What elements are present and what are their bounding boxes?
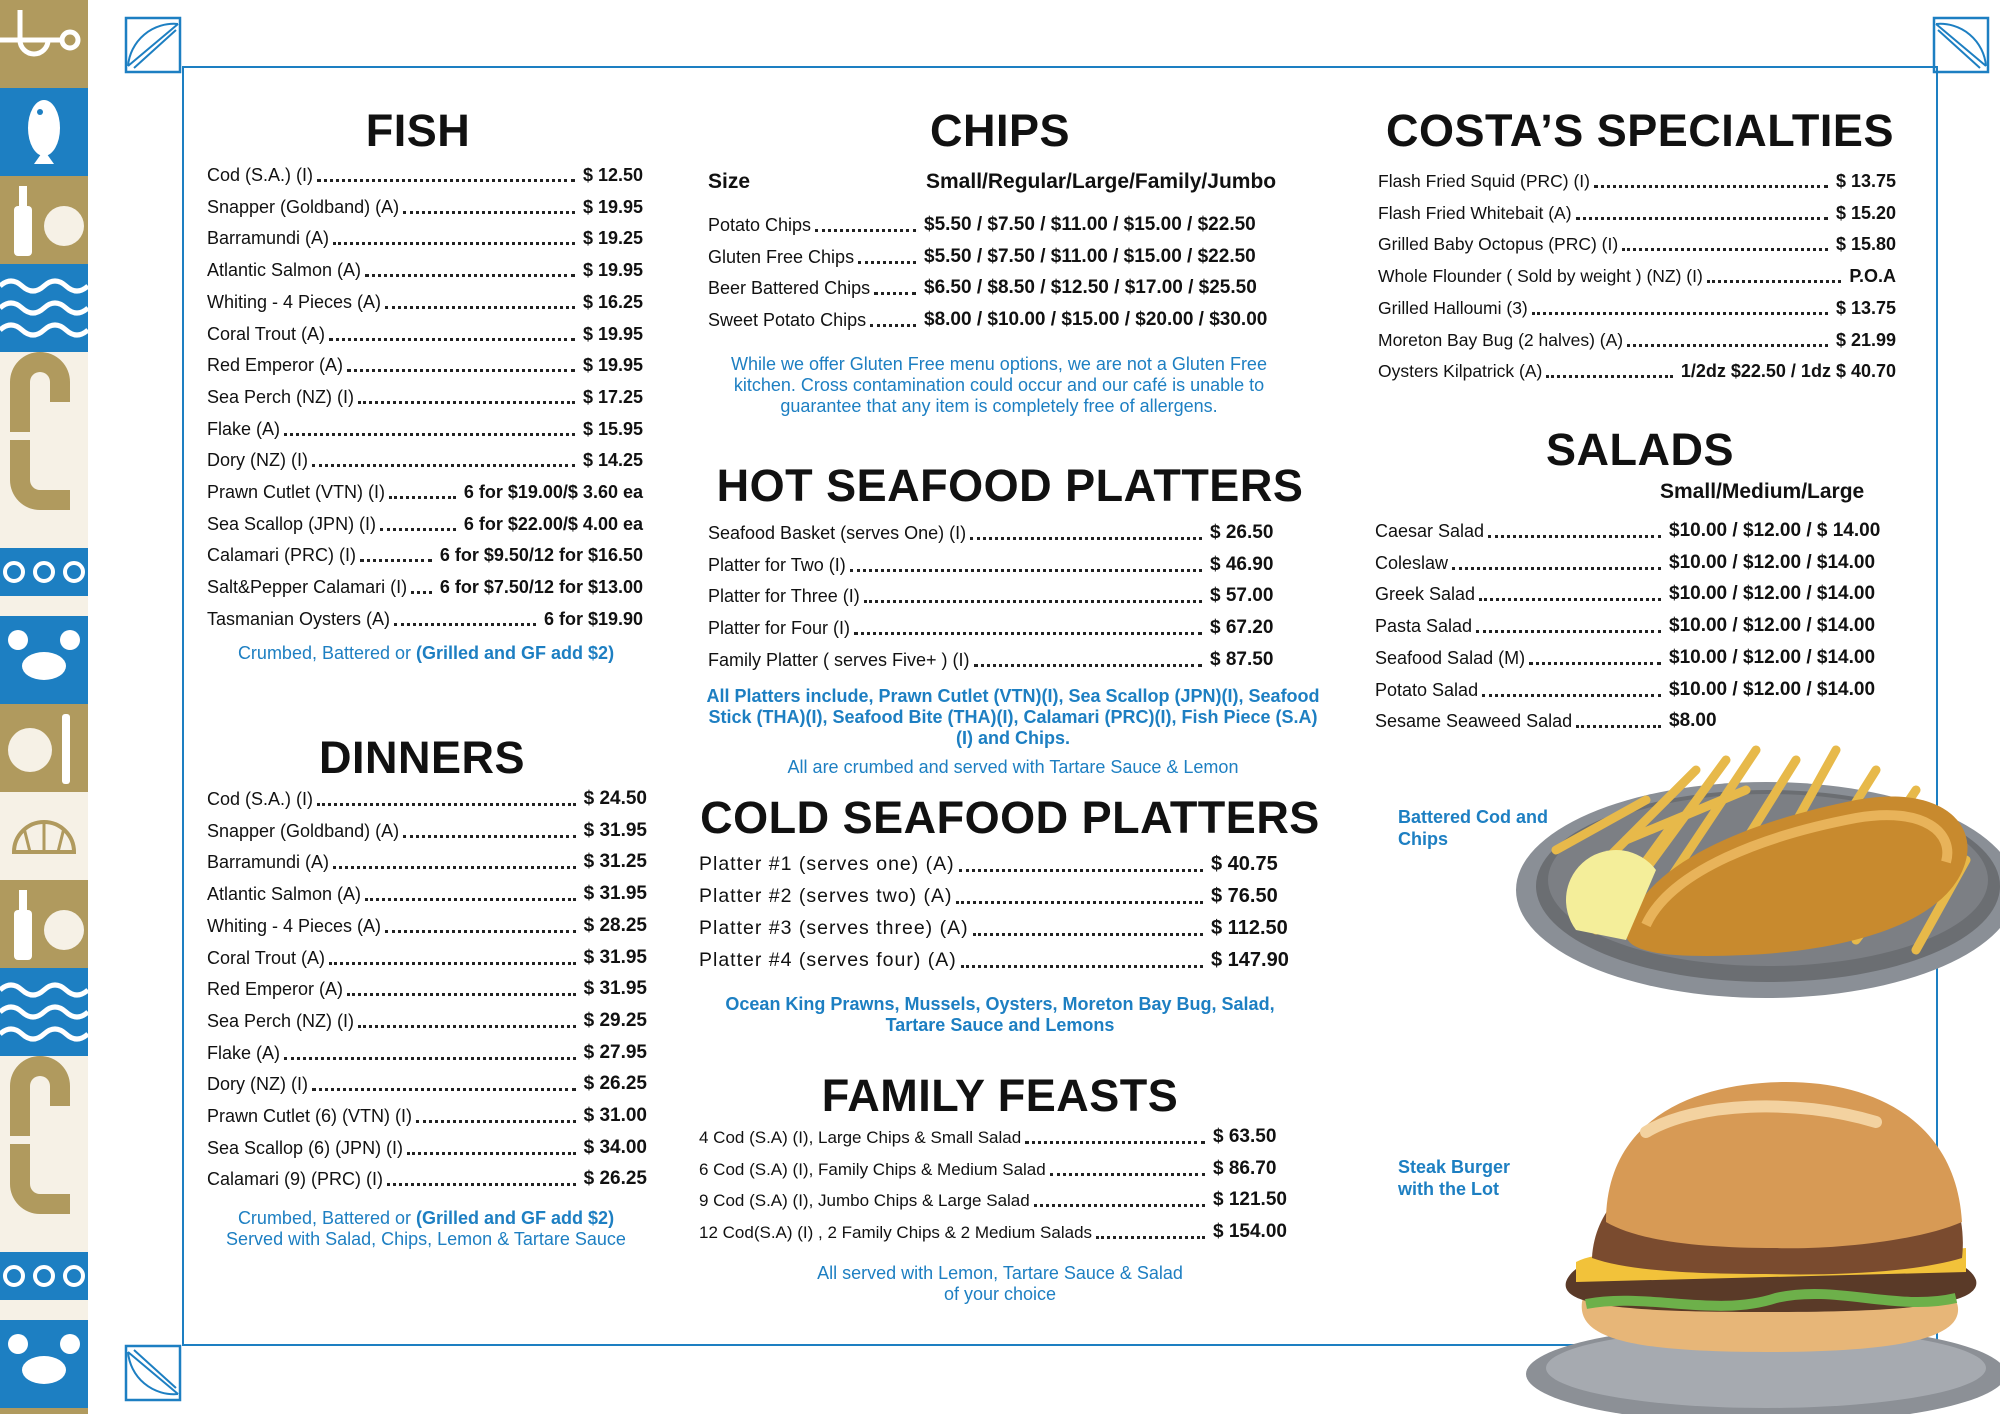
leader-dots [874, 292, 916, 295]
leader-dots [850, 569, 1202, 572]
item-price: $ 15.80 [1835, 234, 1896, 255]
item-name: Platter for Two (I) [708, 554, 846, 575]
cold-platters-note: Ocean King Prawns, Mussels, Oysters, Moreton Bay Bug, Salad, Tartare Sauce and Lemons [725, 994, 1275, 1035]
dinners-row [207, 818, 647, 842]
hot-row [708, 615, 1296, 639]
item-name: Flash Fried Squid (PRC) (I) [1378, 171, 1590, 191]
item-name: Gluten Free Chips [708, 246, 855, 267]
leader-dots [411, 591, 432, 594]
item-name: Caesar Salad [1375, 521, 1485, 541]
item-name: Whiting - 4 Pieces (A) [207, 291, 382, 312]
item-price: 6 for $7.50/12 for $13.00 [439, 577, 643, 598]
cold-platters-title: COLD SEAFOOD PLATTERS [700, 792, 1320, 843]
item-price: $ 26.25 [583, 1168, 647, 1190]
item-name: Sea Scallop (JPN) (I) [207, 513, 377, 534]
leader-dots [1622, 248, 1828, 251]
hot-row [708, 520, 1296, 544]
leader-dots [974, 664, 1202, 667]
item-price: $6.50 / $8.50 / $12.50 / $17.00 / $25.50 [924, 277, 1257, 299]
specialties-title: COSTA’S SPECIALTIES [1386, 105, 1894, 156]
leader-dots [1576, 725, 1661, 728]
item-price: $ 31.25 [583, 851, 647, 873]
item-price: 6 for $9.50/12 for $16.50 [439, 545, 643, 566]
item-price: $ 19.25 [582, 228, 643, 249]
item-name: Cod (S.A.) (I) [207, 789, 314, 809]
item-price: $ 19.95 [582, 323, 643, 344]
hot-platters-note: All Platters include, Prawn Cutlet (VTN)(I), Sea Scallop (JPN)(I), Seafood Stick (THA)(I), Seafood Bite (THA)(I), Calamari (PRC)(I), Fish Piece (S.A)(I) and Chips. [706, 686, 1320, 748]
item-name: Barramundi (A) [207, 228, 330, 249]
item-price: $ 21.99 [1835, 329, 1896, 350]
family-feasts-note: All served with Lemon, Tartare Sauce & Salad of your choice [817, 1263, 1183, 1304]
spec-row [1378, 358, 1896, 382]
item-name: Moreton Bay Bug (2 halves) (A) [1378, 329, 1624, 350]
item-price: $ 31.95 [583, 978, 647, 1000]
waves-icon [0, 968, 88, 1056]
spec-row [1378, 327, 1896, 351]
item-price: 6 for $19.00/$ 3.60 ea [463, 482, 643, 502]
spec-row [1378, 231, 1896, 255]
item-price: $ 24.50 [583, 788, 647, 809]
fish-row [207, 606, 643, 630]
item-name: Tasmanian Oysters (A) [207, 608, 391, 629]
leader-dots [403, 211, 575, 214]
salad-row [1375, 518, 1895, 542]
leader-dots [973, 933, 1203, 936]
leader-dots [380, 528, 456, 531]
leader-dots [329, 962, 576, 965]
item-price: $ 15.95 [582, 418, 643, 439]
item-name: 4 Cod (S.A) (I), Large Chips & Small Salad [699, 1128, 1022, 1147]
spec-row [1378, 200, 1896, 224]
fish-note [196, 643, 656, 664]
dinners-row [207, 849, 647, 873]
steak-burger-image [1496, 1072, 2000, 1414]
item-price: $ 19.95 [582, 355, 643, 376]
leader-dots [1476, 630, 1661, 633]
dinners-row [207, 976, 647, 1000]
leader-dots [1025, 1141, 1205, 1144]
item-price: $ 57.00 [1210, 585, 1274, 607]
frame-line-top [182, 66, 1938, 68]
hot-row [708, 583, 1296, 607]
shell-icon [0, 792, 88, 880]
leader-dots [385, 930, 576, 933]
hot-row [708, 552, 1296, 576]
item-price: $ 26.25 [583, 1073, 647, 1095]
item-price: $ 63.50 [1213, 1126, 1277, 1147]
item-price: $ 154.00 [1213, 1221, 1287, 1243]
item-name: Salt&Pepper Calamari (I) [207, 577, 408, 598]
item-name: Snapper (Goldband) (A) [207, 196, 400, 217]
item-name: Platter #1 (serves one) (A) [699, 853, 955, 875]
item-price: $ 34.00 [583, 1136, 647, 1158]
leader-dots [1096, 1236, 1205, 1239]
item-name: Potato Salad [1375, 679, 1479, 700]
item-price: $8.00 [1669, 710, 1717, 732]
item-price: $ 12.50 [582, 165, 643, 185]
fish-note-bold: (Grilled and GF add $2) [416, 643, 615, 663]
leader-dots [389, 496, 456, 499]
fish-title: FISH [365, 105, 471, 156]
chips-row [708, 307, 1304, 331]
leader-dots [387, 1183, 576, 1186]
cold-row [699, 852, 1299, 876]
item-name: Grilled Baby Octopus (PRC) (I) [1378, 234, 1619, 255]
item-price: $ 14.25 [582, 450, 643, 471]
fish-row [207, 479, 643, 503]
leader-dots [360, 559, 432, 562]
item-name: Coleslaw [1375, 552, 1449, 573]
burger-caption: Steak Burger with the Lot [1398, 1157, 1511, 1199]
leader-dots [333, 866, 576, 869]
salad-row [1375, 581, 1895, 605]
shrimp-icon [0, 1144, 88, 1232]
hook-icon [0, 0, 88, 88]
fish-row [207, 352, 643, 376]
item-name: Beer Battered Chips [708, 278, 871, 299]
dinners-row [207, 1135, 647, 1159]
frame-line-left [182, 66, 184, 1346]
item-price: $ 67.20 [1210, 617, 1274, 639]
leader-dots [864, 600, 1202, 603]
item-name: Calamari (9) (PRC) (I) [207, 1169, 384, 1190]
fish-row [207, 289, 643, 313]
feast-row [699, 1124, 1299, 1148]
leader-dots [1482, 694, 1661, 697]
hot-row [708, 647, 1296, 671]
item-price: $ 13.75 [1835, 297, 1896, 318]
shell-corner-icon [124, 1344, 182, 1402]
item-name: Sea Perch (NZ) (I) [207, 386, 355, 407]
salad-row [1375, 613, 1895, 637]
cold-row [699, 916, 1299, 940]
item-price: P.O.A [1849, 266, 1896, 287]
item-name: Sweet Potato Chips [708, 310, 867, 331]
dinners-row [207, 945, 647, 969]
item-price: $5.50 / $7.50 / $11.00 / $15.00 / $22.50 [924, 214, 1256, 235]
item-name: 12 Cod(S.A) (I) , 2 Family Chips & 2 Medium Salads [699, 1223, 1093, 1243]
leader-dots [1532, 312, 1828, 315]
leader-dots [284, 1057, 576, 1060]
dinners-note-bold: (Grilled and GF add $2) [416, 1208, 615, 1228]
chips-size-values: Small/Regular/Large/Family/Jumbo [926, 170, 1277, 193]
salad-row [1375, 645, 1895, 669]
fish-row [207, 162, 643, 186]
item-price: $ 31.00 [583, 1105, 647, 1126]
bottle-icon [0, 880, 88, 968]
item-name: Platter #4 (serves four) (A) [699, 949, 957, 971]
item-name: Prawn Cutlet (VTN) (I) [207, 482, 386, 502]
item-name: Family Platter ( serves Five+ ) (I) [708, 649, 970, 670]
item-price: $ 87.50 [1210, 648, 1274, 670]
fish-row [207, 257, 643, 281]
leader-dots [317, 179, 575, 182]
item-price: $ 16.25 [582, 291, 643, 312]
item-name: 6 Cod (S.A) (I), Family Chips & Medium Salad [699, 1159, 1046, 1179]
knife-icon [0, 1408, 88, 1414]
item-price: $10.00 / $12.00 / $14.00 [1669, 551, 1876, 573]
item-price: $ 76.50 [1211, 885, 1278, 907]
item-name: Sea Perch (NZ) (I) [207, 1010, 355, 1031]
leader-dots [1050, 1173, 1205, 1176]
leader-dots [970, 537, 1202, 540]
dinners-row [207, 786, 647, 810]
item-price: $ 27.95 [583, 1041, 647, 1063]
leader-dots [1594, 185, 1828, 188]
item-name: Coral Trout (A) [207, 323, 326, 344]
fish-row [207, 542, 643, 566]
dinners-row [207, 1040, 647, 1064]
item-name: Atlantic Salmon (A) [207, 884, 362, 905]
fish-row [207, 225, 643, 249]
dinners-row [207, 913, 647, 937]
leader-dots [959, 869, 1203, 872]
leader-dots [1576, 217, 1828, 220]
leader-dots [358, 401, 575, 404]
item-name: Barramundi (A) [207, 852, 330, 873]
item-name: Platter #3 (serves three) (A) [699, 917, 969, 939]
item-name: Calamari (PRC) (I) [207, 545, 357, 566]
item-name: Whiting - 4 Pieces (A) [207, 915, 382, 936]
fish-and-chips-image [1496, 730, 2000, 1010]
item-name: Flash Fried Whitebait (A) [1378, 202, 1572, 223]
leader-dots [1627, 344, 1828, 347]
item-price: $ 29.25 [583, 1009, 647, 1031]
family-feasts-title: FAMILY FEASTS [821, 1070, 1179, 1121]
dinners-note2: Served with Salad, Chips, Lemon & Tartare Sauce [226, 1229, 626, 1249]
fish-row [207, 511, 643, 535]
leader-dots [1479, 598, 1661, 601]
item-name: Pasta Salad [1375, 616, 1473, 637]
decorative-strip [0, 0, 88, 1414]
item-name: Red Emperor (A) [207, 979, 344, 1000]
feast-row [699, 1187, 1299, 1211]
item-price: $ 19.95 [582, 196, 643, 217]
item-name: Grilled Halloumi (3) [1378, 297, 1528, 318]
leader-dots [961, 965, 1203, 968]
salads-title: SALADS [1545, 424, 1734, 475]
item-price: $ 46.90 [1210, 553, 1274, 575]
cold-row [699, 948, 1299, 972]
leader-dots [312, 1088, 576, 1091]
item-name: Seafood Salad (M) [1375, 647, 1526, 668]
hot-platters-note2: All are crumbed and served with Tartare Sauce & Lemon [787, 757, 1239, 777]
leader-dots [312, 464, 575, 467]
feast-row [699, 1156, 1299, 1180]
item-price: $ 40.75 [1211, 853, 1278, 875]
fish-row [207, 574, 643, 598]
item-name: Platter for Three (I) [708, 586, 860, 607]
salad-row [1375, 708, 1895, 732]
chips-row [708, 212, 1304, 236]
spec-row [1378, 295, 1896, 319]
item-name: Potato Chips [708, 215, 812, 235]
item-price: $10.00 / $12.00 / $ 14.00 [1669, 520, 1881, 541]
spec-row [1378, 168, 1896, 192]
cold-row [699, 884, 1299, 908]
shell-corner-icon [124, 16, 182, 74]
item-name: Platter #2 (serves two) (A) [699, 885, 953, 907]
item-price: $10.00 / $12.00 / $14.00 [1669, 646, 1876, 668]
leader-dots [1546, 375, 1673, 378]
leader-dots [317, 803, 576, 806]
leader-dots [956, 901, 1203, 904]
item-name: Coral Trout (A) [207, 947, 326, 968]
item-price: $10.00 / $12.00 / $14.00 [1669, 583, 1876, 605]
item-name: Flake (A) [207, 418, 281, 439]
item-name: Atlantic Salmon (A) [207, 260, 362, 281]
leader-dots [1529, 662, 1661, 665]
item-name: 9 Cod (S.A) (I), Jumbo Chips & Large Salad [699, 1191, 1030, 1211]
leader-dots [365, 898, 576, 901]
chips-title: CHIPS [929, 105, 1071, 156]
crab-icon [0, 1320, 88, 1408]
dinners-row [207, 881, 647, 905]
dinners-title: DINNERS [318, 732, 526, 783]
shell-corner-icon [1932, 16, 1990, 74]
item-price: $ 31.95 [583, 819, 647, 841]
rings-icon [0, 528, 88, 616]
item-price: $ 17.25 [582, 386, 643, 407]
item-price: $10.00 / $12.00 / $14.00 [1669, 678, 1876, 700]
fish-icon [0, 88, 88, 176]
dinners-note-text: Crumbed, Battered or [237, 1208, 417, 1228]
dinners-row [207, 1008, 647, 1032]
item-price: $ 26.50 [1210, 522, 1274, 543]
leader-dots [1707, 280, 1841, 283]
item-price: $8.00 / $10.00 / $15.00 / $20.00 / $30.00 [924, 309, 1268, 331]
shrimp-icon [0, 1056, 88, 1144]
item-name: Dory (NZ) (I) [207, 450, 308, 471]
leader-dots [358, 1025, 576, 1028]
leader-dots [394, 623, 536, 626]
item-price: $ 13.75 [1835, 171, 1896, 191]
leader-dots [403, 835, 575, 838]
item-name: Prawn Cutlet (6) (VTN) (I) [207, 1106, 413, 1126]
hot-platters-title: HOT SEAFOOD PLATTERS [716, 460, 1304, 511]
item-name: Dory (NZ) (I) [207, 1074, 308, 1095]
item-price: 1/2dz $22.50 / 1dz $ 40.70 [1680, 361, 1896, 382]
dinners-row [207, 1103, 647, 1127]
item-name: Greek Salad [1375, 584, 1476, 605]
leader-dots [815, 229, 916, 232]
leader-dots [1034, 1204, 1205, 1207]
item-price: $ 19.95 [582, 260, 643, 281]
shrimp-icon [0, 440, 88, 528]
waves-icon [0, 264, 88, 352]
item-price: $10.00 / $12.00 / $14.00 [1669, 615, 1876, 637]
salad-row [1375, 550, 1895, 574]
fish-note-text: Crumbed, Battered or [237, 643, 417, 663]
feast-row [699, 1219, 1299, 1243]
fish-row [207, 384, 643, 408]
bottle-icon [0, 176, 88, 264]
chips-size-label: Size [708, 170, 751, 193]
item-name: Platter for Four (I) [708, 618, 851, 639]
rings-icon [0, 1232, 88, 1320]
leader-dots [347, 369, 575, 372]
item-price: $ 31.95 [583, 946, 647, 968]
item-price: $ 15.20 [1835, 202, 1896, 223]
leader-dots [1452, 567, 1661, 570]
item-price: $ 31.95 [583, 883, 647, 905]
item-price: $ 147.90 [1211, 949, 1289, 971]
item-name: Flake (A) [207, 1042, 281, 1063]
item-price: $ 86.70 [1213, 1157, 1277, 1179]
salad-row [1375, 677, 1895, 701]
leader-dots [1488, 535, 1661, 538]
leader-dots [333, 242, 575, 245]
leader-dots [858, 261, 916, 264]
leader-dots [365, 274, 575, 277]
dinners-row [207, 1071, 647, 1095]
item-name: Seafood Basket (serves One) (I) [708, 523, 967, 543]
dinners-note [196, 1208, 656, 1250]
item-price: $5.50 / $7.50 / $11.00 / $15.00 / $22.50 [924, 245, 1256, 267]
item-name: Sea Scallop (6) (JPN) (I) [207, 1137, 404, 1158]
item-price: 6 for $19.90 [543, 608, 643, 629]
leader-dots [407, 1152, 576, 1155]
item-name: Oysters Kilpatrick (A) [1378, 361, 1543, 382]
dinners-row [207, 1166, 647, 1190]
item-price: $ 112.50 [1211, 917, 1288, 939]
fish-row [207, 447, 643, 471]
leader-dots [329, 338, 575, 341]
knife-icon [0, 704, 88, 792]
item-price: $ 121.50 [1213, 1189, 1287, 1211]
item-name: Cod (S.A.) (I) [207, 165, 314, 185]
item-name: Snapper (Goldband) (A) [207, 820, 400, 841]
salads-size-values: Small/Medium/Large [1660, 480, 1865, 503]
chips-row [708, 275, 1304, 299]
spec-row [1378, 263, 1896, 287]
item-price: $ 28.25 [583, 914, 647, 936]
item-name: Whole Flounder ( Sold by weight ) (NZ) (I) [1378, 266, 1703, 287]
leader-dots [347, 993, 576, 996]
item-price: 6 for $22.00/$ 4.00 ea [463, 513, 643, 534]
item-name: Red Emperor (A) [207, 355, 344, 376]
leader-dots [870, 324, 916, 327]
leader-dots [385, 306, 575, 309]
crab-icon [0, 616, 88, 704]
fish-row [207, 194, 643, 218]
item-name: Sesame Seaweed Salad [1375, 711, 1573, 732]
leader-dots [854, 632, 1202, 635]
cod-caption: Battered Cod and Chips [1398, 807, 1549, 849]
fish-row [207, 416, 643, 440]
chips-row [708, 244, 1304, 268]
leader-dots [416, 1120, 576, 1123]
fish-row [207, 321, 643, 345]
shrimp-icon [0, 352, 88, 440]
chips-note: While we offer Gluten Free menu options, we are not a Gluten Free kitchen. Cross contamination could occur and our café is unable to guarantee that any item is completely free of allergens. [731, 354, 1267, 416]
leader-dots [284, 433, 575, 436]
